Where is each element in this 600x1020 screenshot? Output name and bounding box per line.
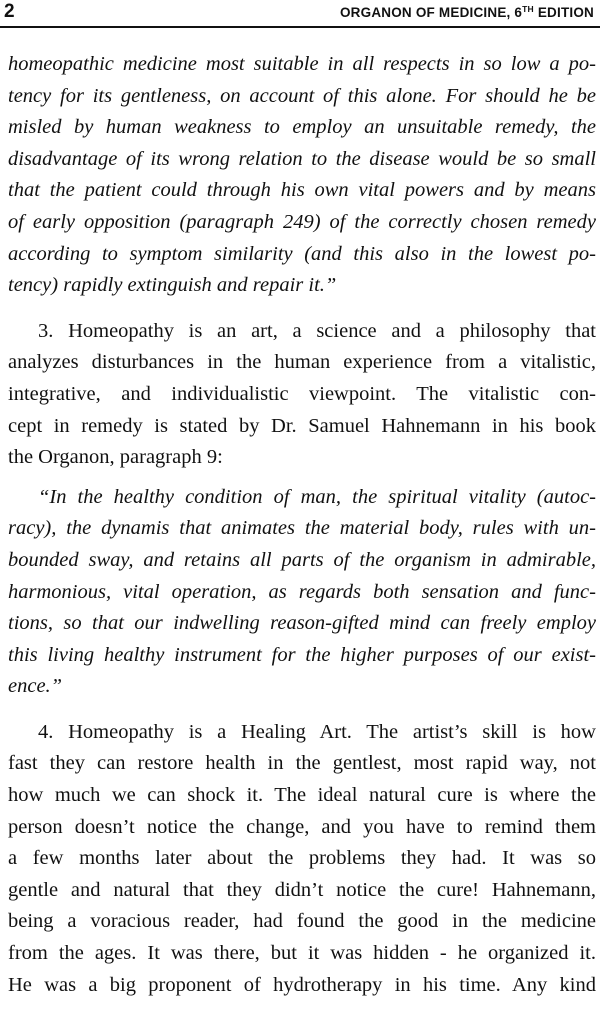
text-line: bounded sway, and retains all parts of the organism in admirable,: [8, 548, 596, 571]
running-title-sup: TH: [522, 4, 534, 14]
header-rule: [0, 26, 600, 28]
text-line: according to symptom similarity (and this also in the lowest po-: [8, 242, 596, 265]
text-line: fast they can restore health in the gentlest, most rapid way, not: [8, 752, 596, 775]
text-line: how much we can shock it. The ideal natural cure is where the: [8, 784, 596, 807]
text-line: “In the healthy condition of man, the spiritual vitality (autoc-: [38, 485, 596, 508]
text-line: person doesn’t notice the change, and you have to remind them: [8, 815, 596, 838]
text-line: gentle and natural that they didn’t notice the cure! Hahnemann,: [8, 878, 596, 901]
text-line: cept in remedy is stated by Dr. Samuel Hahnemann in his book: [8, 414, 596, 437]
running-title-main: ORGANON OF MEDICINE, 6: [339, 5, 523, 20]
text-line: a few months later about the problems they had. It was so: [8, 847, 596, 870]
text-line: 4. Homeopathy is a Healing Art. The artist’s skill is how: [38, 720, 596, 743]
page-body: [8, 49, 596, 1001]
paragraph-3: [8, 316, 596, 474]
text-line: homeopathic medicine most suitable in all respects in so low a po-: [8, 53, 596, 75]
text-line: from the ages. It was there, but it was hidden - he organized it.: [8, 942, 596, 965]
text-line: racy), the dynamis that animates the material body, rules with un-: [8, 517, 596, 540]
quote-block-1: [8, 49, 596, 302]
text-line: 3. Homeopathy is an art, a science and a philosophy that: [38, 319, 596, 342]
paragraph-4: [8, 717, 596, 1001]
text-line: the Organon, paragraph 9:: [8, 446, 223, 469]
text-line: misled by human weakness to employ an unsuitable remedy, the: [8, 116, 596, 139]
text-line: He was a big proponent of hydrotherapy in his time. Any kind: [8, 973, 596, 996]
text-line: harmonious, vital operation, as regards both sensation and func-: [8, 580, 596, 603]
text-line: tency for its gentleness, on account of this alone. For should he be: [8, 84, 596, 107]
running-title: [340, 4, 594, 20]
running-title-end: EDITION: [533, 5, 594, 20]
text-line: of early opposition (paragraph 249) of the correctly chosen remedy: [8, 210, 596, 233]
page-number: 2: [4, 1, 15, 22]
text-line: this living healthy instrument for the higher purposes of our exist-: [8, 643, 596, 666]
text-line: tions, so that our indwelling reason-gifted mind can freely employ: [8, 612, 596, 635]
text-line: ence.”: [8, 675, 63, 698]
text-line: being a voracious reader, had found the good in the medicine: [8, 910, 596, 933]
text-line: disadvantage of its wrong relation to the disease would be so small: [8, 147, 596, 170]
page-header: [0, 0, 600, 28]
quote-block-2: [8, 482, 596, 703]
text-line: integrative, and individualistic viewpoint. The vitalistic con-: [8, 382, 596, 405]
text-line: that the patient could through his own vital powers and by means: [8, 179, 596, 202]
text-line: analyzes disturbances in the human experience from a vitalistic,: [8, 351, 596, 374]
text-line: tency) rapidly extinguish and repair it.”: [8, 274, 337, 297]
